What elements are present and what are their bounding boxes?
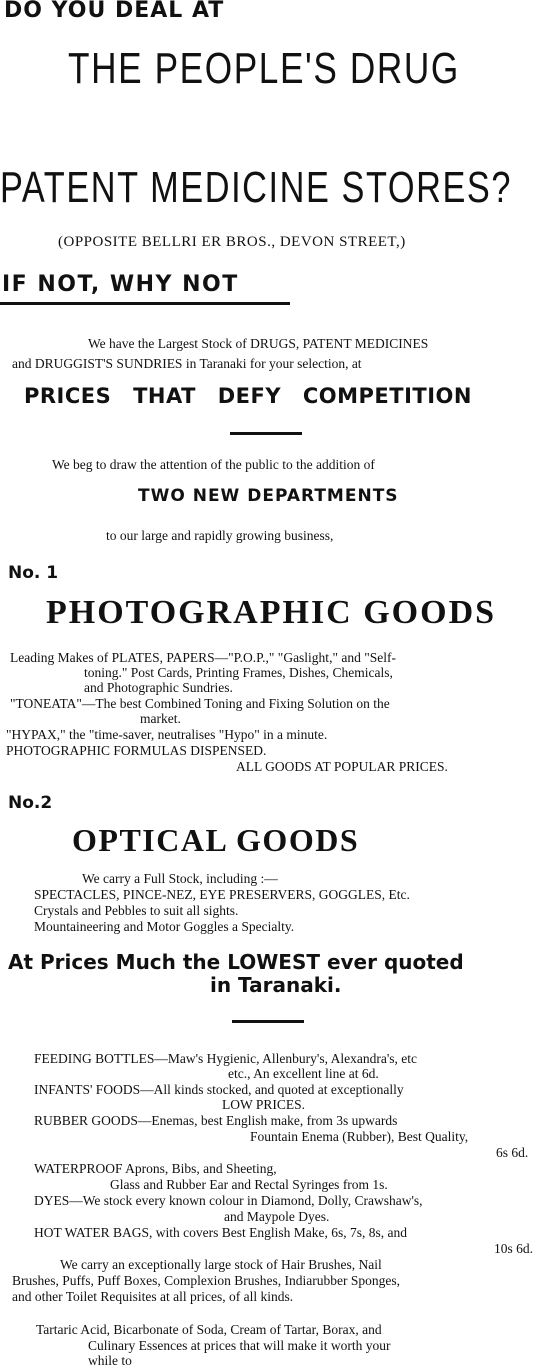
photo-heading: PHOTOGRAPHIC GOODS <box>46 594 497 631</box>
goods-line: LOW PRICES. <box>222 1097 306 1112</box>
photo-line: PHOTOGRAPHIC FORMULAS DISPENSED. <box>6 743 267 758</box>
address-line: (OPPOSITE BELLRI ER BROS., DEVON STREET,) <box>58 234 406 250</box>
header-question: DO YOU DEAL AT <box>4 0 225 23</box>
slogan-divider <box>230 432 302 435</box>
intro-line-1: We have the Largest Stock of DRUGS, PATENT MEDICINES <box>88 336 429 351</box>
goods-line: DYES—We stock every known colour in Diamond, Dolly, Crawshaw's, <box>34 1193 423 1208</box>
goods-line: We carry an exceptionally large stock of Hair Brushes, Nail <box>60 1257 382 1272</box>
goods-line: Glass and Rubber Ear and Rectal Syringes from 1s. <box>110 1177 388 1192</box>
intro-line-2: and DRUGGIST'S SUNDRIES in Taranaki for your selection, at <box>12 356 362 371</box>
store-title: THE PEOPLE'S DRUG <box>68 44 460 93</box>
goods-line: HOT WATER BAGS, with covers Best English Make, 6s, 7s, 8s, and <box>34 1225 407 1240</box>
departments-line-2: to our large and rapidly growing business, <box>106 528 334 543</box>
if-not-underline <box>0 302 290 305</box>
optical-line: Crystals and Pebbles to suit all sights. <box>34 903 239 918</box>
photo-line: "TONEATA"—The best Combined Toning and Fixing Solution on the <box>10 696 390 711</box>
photo-line: Leading Makes of PLATES, PAPERS—"P.O.P.," "Gaslight," and "Self- <box>10 650 396 665</box>
photo-line: toning." Post Cards, Printing Frames, Dishes, Chemicals, <box>84 665 393 680</box>
goods-line: 6s 6d. <box>496 1145 529 1160</box>
photo-line: ALL GOODS AT POPULAR PRICES. <box>236 759 448 774</box>
prices-line-1: At Prices Much the LOWEST ever quoted <box>8 950 464 974</box>
goods-line: INFANTS' FOODS—All kinds stocked, and quoted at exceptionally <box>34 1082 404 1097</box>
photo-number: No. 1 <box>8 563 59 583</box>
store-title-2: PATENT MEDICINE STORES? <box>0 163 513 212</box>
prices-divider <box>232 1020 304 1023</box>
goods-line: Fountain Enema (Rubber), Best Quality, <box>250 1129 469 1144</box>
optical-line: We carry a Full Stock, including :— <box>82 871 278 886</box>
photo-line: "HYPAX," the "time-saver, neutralises "Hypo" in a minute. <box>6 727 328 742</box>
prices-line-2: in Taranaki. <box>210 973 342 997</box>
if-not-heading: IF NOT, WHY NOT <box>2 272 239 297</box>
departments-heading: TWO NEW DEPARTMENTS <box>138 486 399 506</box>
optical-heading: OPTICAL GOODS <box>72 822 360 858</box>
slogan: PRICES THAT DEFY COMPETITION <box>24 384 472 408</box>
departments-line-1: We beg to draw the attention of the public to the addition of <box>52 457 375 472</box>
optical-line: Mountaineering and Motor Goggles a Specialty. <box>34 919 295 934</box>
optical-line: SPECTACLES, PINCE-NEZ, EYE PRESERVERS, GOGGLES, Etc. <box>34 887 410 902</box>
goods-line: and Maypole Dyes. <box>224 1209 330 1224</box>
goods-line: WATERPROOF Aprons, Bibs, and Sheeting, <box>34 1161 277 1176</box>
goods-line: and other Toilet Requisites at all prices, of all kinds. <box>12 1289 294 1304</box>
photo-line: and Photographic Sundries. <box>84 680 233 695</box>
goods-line: etc., An excellent line at 6d. <box>228 1066 379 1081</box>
goods-line: Tartaric Acid, Bicarbonate of Soda, Cream of Tartar, Borax, and <box>36 1322 382 1337</box>
optical-number: No.2 <box>8 793 53 813</box>
photo-line: market. <box>140 711 181 726</box>
goods-line: while to <box>88 1353 132 1368</box>
goods-line: 10s 6d. <box>494 1241 534 1256</box>
goods-line: Culinary Essences at prices that will make it worth your <box>88 1338 391 1353</box>
goods-line: RUBBER GOODS—Enemas, best English make, from 3s upwards <box>34 1113 398 1128</box>
goods-line: Brushes, Puffs, Puff Boxes, Complexion Brushes, Indiarubber Sponges, <box>12 1273 400 1288</box>
goods-line: FEEDING BOTTLES—Maw's Hygienic, Allenbury's, Alexandra's, etc <box>34 1051 417 1066</box>
